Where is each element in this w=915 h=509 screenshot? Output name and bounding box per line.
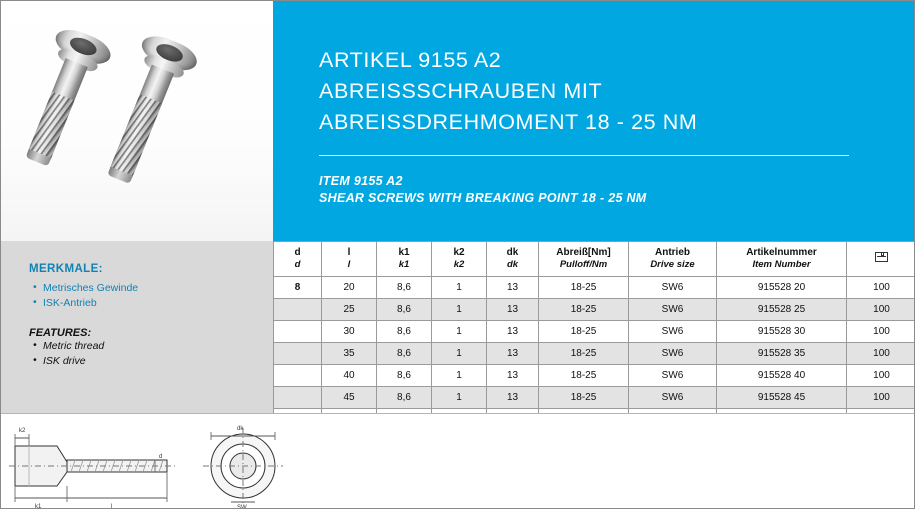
- label-l: l: [111, 504, 113, 509]
- cell-dk: 13: [487, 321, 539, 343]
- table-row: [274, 321, 915, 343]
- column-header-pulloff: [539, 242, 629, 277]
- cell-pulloff: 18-25: [539, 387, 629, 409]
- specification-table-wrapper: [273, 241, 915, 413]
- cell-pulloff: 18-25: [539, 299, 629, 321]
- header-de: k1: [398, 247, 410, 258]
- header-de: Artikelnummer: [746, 247, 817, 258]
- header-en: Item Number: [752, 259, 811, 270]
- cell-l: 30: [322, 321, 377, 343]
- cell-d: [274, 321, 322, 343]
- subtitle-line-2: SHEAR SCREWS WITH BREAKING POINT 18 - 25 NM: [319, 191, 647, 205]
- cell-d: [274, 365, 322, 387]
- cell-item-number: 915528 40: [717, 365, 847, 387]
- cell-dk: 13: [487, 387, 539, 409]
- cell-dk: 13: [487, 343, 539, 365]
- list-item: • ISK drive: [43, 354, 257, 369]
- cell-drive: SW6: [629, 343, 717, 365]
- cell-drive: SW6: [629, 321, 717, 343]
- features-list-en: [31, 339, 257, 369]
- cell-l: 25: [322, 299, 377, 321]
- header-en: k1: [398, 259, 410, 270]
- column-header-item-number: [717, 242, 847, 277]
- cell-k1: 8,6: [377, 277, 432, 299]
- cell-drive: SW6: [629, 365, 717, 387]
- side-view-drawing: [5, 416, 195, 509]
- cell-k1: 8,6: [377, 365, 432, 387]
- page-title: [319, 45, 888, 138]
- cell-k1: 8,6: [377, 321, 432, 343]
- header-de: Antrieb: [655, 247, 690, 258]
- cell-k1: 8,6: [377, 387, 432, 409]
- cell-item-number: 915528 30: [717, 321, 847, 343]
- cell-d: [274, 299, 322, 321]
- label-sw: SW: [237, 505, 247, 509]
- header-en: d: [294, 259, 301, 270]
- subtitle-line-1: ITEM 9155 A2: [319, 174, 403, 188]
- cell-pack: 100: [847, 321, 915, 343]
- cell-item-number: 915528 20: [717, 277, 847, 299]
- cell-item-number: 915528 35: [717, 343, 847, 365]
- features-title-de: MERKMALE:: [29, 263, 103, 275]
- cell-l: 20: [322, 277, 377, 299]
- column-header-dk: [487, 242, 539, 277]
- cell-pulloff: 18-25: [539, 277, 629, 299]
- cell-k1: 8,6: [377, 343, 432, 365]
- cell-pulloff: 18-25: [539, 343, 629, 365]
- cell-pack: 100: [847, 387, 915, 409]
- cell-drive: SW6: [629, 387, 717, 409]
- cell-k1: 8,6: [377, 299, 432, 321]
- page-subtitle: [319, 173, 888, 207]
- specification-table: [273, 241, 915, 431]
- cell-k2: 1: [432, 277, 487, 299]
- cell-d: 8: [274, 277, 322, 299]
- cell-k2: 1: [432, 387, 487, 409]
- cell-k2: 1: [432, 343, 487, 365]
- table-body: [274, 277, 915, 431]
- cell-dk: 13: [487, 277, 539, 299]
- cell-pulloff: 18-25: [539, 321, 629, 343]
- product-photo: [1, 1, 273, 241]
- header-de: dk: [506, 247, 519, 258]
- title-line-3: ABREISSDREHMOMENT 18 - 25 NM: [319, 110, 698, 134]
- cell-l: 45: [322, 387, 377, 409]
- features-title-en: FEATURES:: [29, 327, 92, 339]
- header-en: l: [347, 259, 351, 270]
- top-view-drawing: [197, 416, 297, 509]
- cell-k2: 1: [432, 365, 487, 387]
- header-de: d: [294, 247, 301, 258]
- cell-d: [274, 343, 322, 365]
- cell-pack: 100: [847, 365, 915, 387]
- cell-dk: 13: [487, 299, 539, 321]
- header-de: l: [347, 247, 351, 258]
- list-item: • Metric thread: [43, 339, 257, 354]
- features-list-de: [31, 281, 257, 311]
- title-line-1: ARTIKEL 9155 A2: [319, 48, 502, 72]
- table-row: [274, 343, 915, 365]
- cell-k2: 1: [432, 321, 487, 343]
- screw-thread: [110, 94, 162, 177]
- table-row: [274, 365, 915, 387]
- column-header-drive: [629, 242, 717, 277]
- table-row: [274, 299, 915, 321]
- table-header-row: [274, 242, 915, 277]
- cell-drive: SW6: [629, 277, 717, 299]
- label-k2: k2: [19, 428, 26, 434]
- header-de: k2: [453, 247, 465, 258]
- table-row: [274, 387, 915, 409]
- header-en: Pulloff/Nm: [559, 259, 608, 270]
- header-en: k2: [453, 259, 465, 270]
- header-en: dk: [506, 259, 519, 270]
- list-item: • ISK-Antrieb: [43, 296, 257, 311]
- cell-k2: 1: [432, 299, 487, 321]
- column-header-l: [322, 242, 377, 277]
- header-en: Drive size: [650, 259, 695, 270]
- cell-l: 40: [322, 365, 377, 387]
- cell-dk: 13: [487, 365, 539, 387]
- header-banner: [273, 1, 915, 241]
- column-header-d: [274, 242, 322, 277]
- cell-d: [274, 387, 322, 409]
- cell-drive: SW6: [629, 299, 717, 321]
- cell-pack: 100: [847, 343, 915, 365]
- cell-pack: 100: [847, 277, 915, 299]
- cell-pulloff: 18-25: [539, 365, 629, 387]
- column-header-k2: [432, 242, 487, 277]
- screw-thread: [28, 92, 74, 160]
- label-d: d: [159, 454, 163, 460]
- header-divider: [319, 155, 849, 156]
- cell-pack: 100: [847, 299, 915, 321]
- features-panel: [1, 241, 273, 413]
- label-dk: dk: [237, 426, 244, 432]
- column-header-k1: [377, 242, 432, 277]
- cell-l: 35: [322, 343, 377, 365]
- list-item: • Metrisches Gewinde: [43, 281, 257, 296]
- technical-drawings: [1, 413, 915, 509]
- box-icon: [875, 252, 888, 262]
- table-row: [274, 277, 915, 299]
- cell-item-number: 915528 45: [717, 387, 847, 409]
- header-de: Abreiß[Nm]: [556, 247, 611, 258]
- title-line-2: ABREISSSCHRAUBEN MIT: [319, 79, 603, 103]
- cell-item-number: 915528 25: [717, 299, 847, 321]
- label-k1: k1: [35, 504, 42, 509]
- column-header-packaging: [847, 242, 915, 277]
